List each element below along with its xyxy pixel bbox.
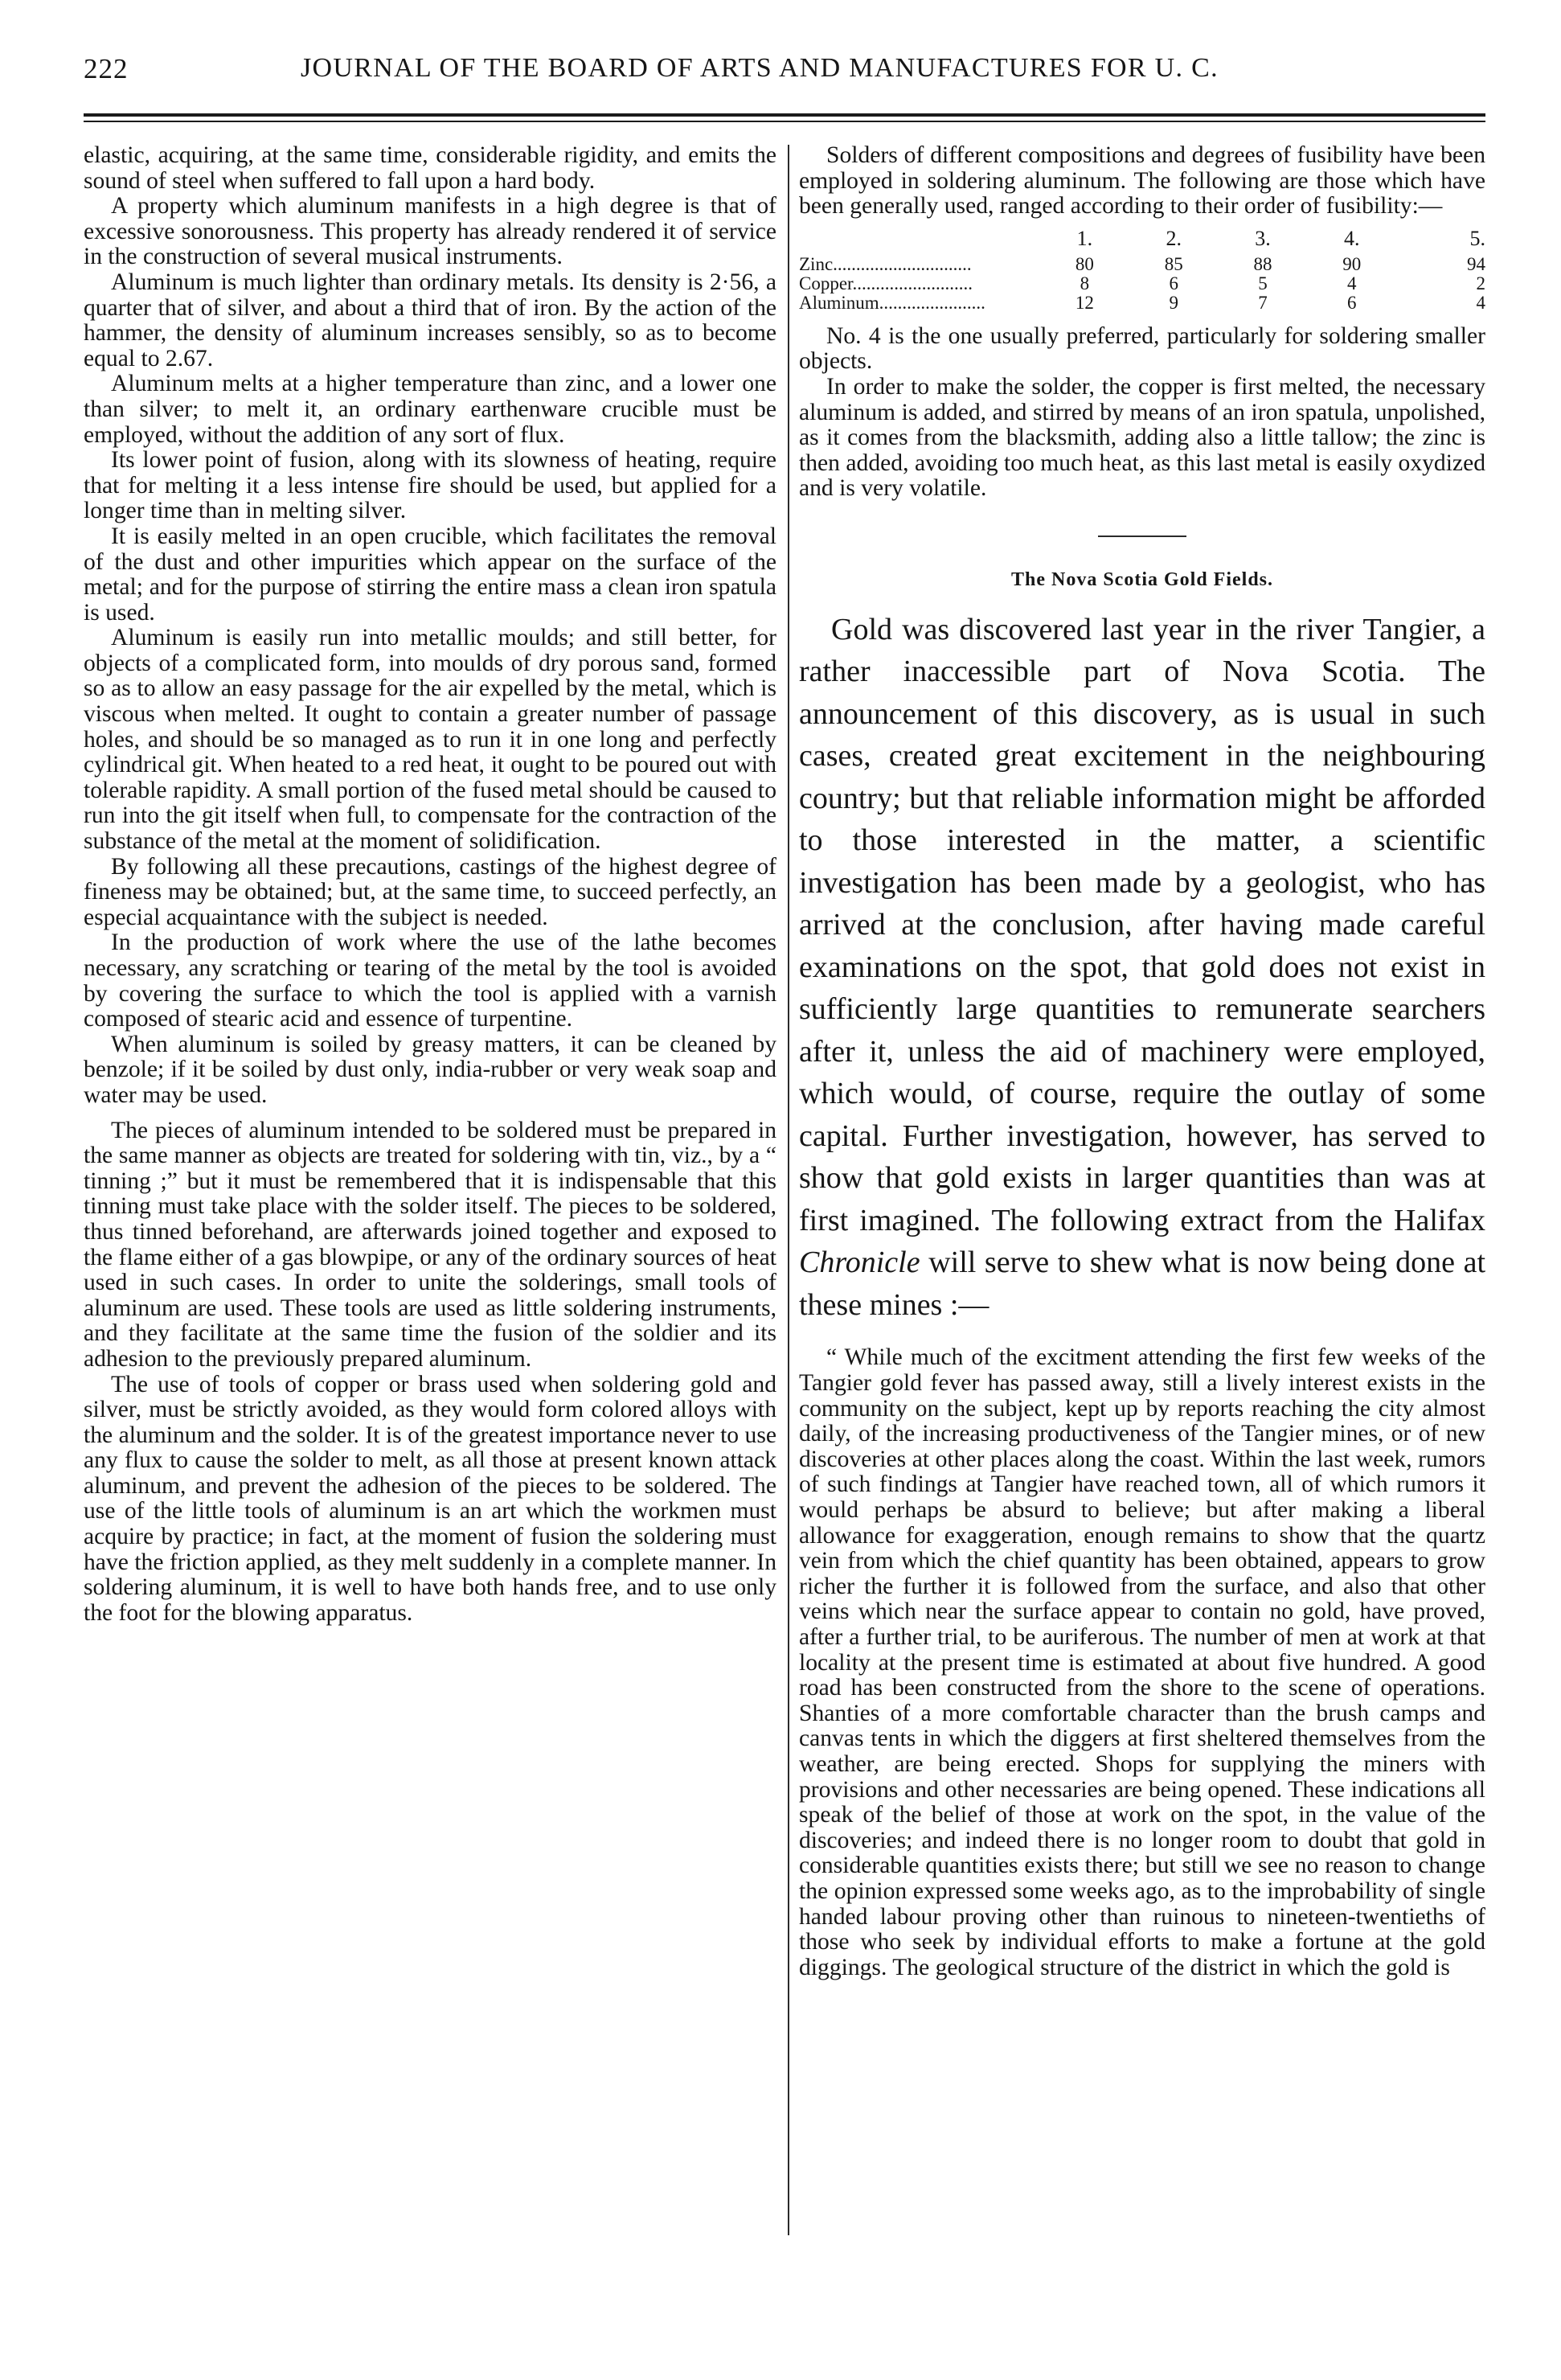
table-cell: 80 [1075, 253, 1094, 274]
paragraph: No. 4 is the one usually preferred, particularly for soldering smaller objects. [799, 322, 1485, 375]
table-cell: 6 [1169, 273, 1178, 293]
table-cell: 8 [1080, 273, 1090, 293]
table-cell: 4 [1476, 292, 1485, 313]
table-cell: 85 [1164, 253, 1183, 274]
table-header-blank [799, 229, 1040, 255]
running-title: JOURNAL OF THE BOARD OF ARTS AND MANUFACTURES FOR U. C. [301, 53, 1219, 83]
paragraph: When aluminum is soiled by greasy matters, it can be cleaned by benzole; if it be soiled by dust only, india-rubber or very weak soap and water may be used. [84, 1031, 776, 1108]
table-cell: 9 [1169, 292, 1178, 313]
paragraph: Aluminum melts at a higher temperature than zinc, and a lower one than silver; to melt it, an ordinary earthenware crucible must be employed, without the addition of any sort of flux. [84, 371, 776, 448]
paragraph: The use of tools of copper or brass used when soldering gold and silver, must be strictly avoided, as they would form colored alloys with the aluminum and the solder. It is of the greatest importance never to use any flux to cause the solder to melt, as all those at present known attack aluminum, and prevent the adhesion of the pieces to be soldered. The use of the little tools of aluminum is an art which the workmen must acquire by practice; in fact, at the moment of fusion the soldering must have the friction applied, as they melt suddenly in a complete manner. In soldering aluminum, it is well to have both hands free, and to use only the foot for the blowing apparatus. [84, 1371, 776, 1626]
table-header-cell: 2. [1166, 226, 1182, 250]
page-number: 222 [84, 53, 129, 84]
paragraph: Aluminum is much lighter than ordinary metals. Its density is 2·56, a quarter that of silver, and about a third that of iron. By the action of the hammer, the density of aluminum increases sensibly, so as to become equal to 2.67. [84, 269, 776, 371]
table-cell: 5 [1258, 273, 1268, 293]
paragraph: Aluminum is easily run into metallic moulds; and still better, for objects of a complicated form, into moulds of dry porous sand, formed so as to allow an easy passage for the air expelled by the metal, which is viscous when melted. It ought to contain a greater number of passage holes, and should be so managed as to run it in one long and perfectly cylindrical git. When heated to a red heat, it ought to be poured out with tolerable rapidity. A small portion of the fused metal should be caused to run into the git itself when full, to compensate for the contraction of the substance of the metal at the moment of solidification. [84, 625, 776, 855]
table-cell: 88 [1253, 253, 1272, 274]
table-header-cell: 3. [1255, 226, 1271, 250]
table-cell: 12 [1075, 292, 1094, 313]
table-header-row [799, 229, 1485, 255]
paragraph: By following all these precautions, castings of the highest degree of fineness may be obtained; but, at the same time, to succeed perfectly, an especial acquaintance with the subject is needed. [84, 853, 776, 930]
quoted-extract: “ While much of the excitment attending the first few weeks of the Tangier gold fever has passed away, still a lively interest exists in the community on the subject, kept up by reports reaching the city almost daily, of the increasing productiveness of the Tangier mines, or of new discoveries at other places along the coast. Within the last week, rumors of such findings at Tangier have reached town, all of which rumors it would perhaps be absurd to believe; but after making a liberal allowance for exaggeration, enough remains to show that the quartz vein from which the chief quantity has been obtained, appears to grow richer the further it is followed from the surface, and also that other veins which near the surface appear to contain no gold, have proved, after a further trial, to be auriferous. The number of men at work at that locality at the present time is estimated at about five hundred. A good road has been constructed from the shore to the scene of operations. Shanties of a more comfortable character than the brush camps and canvas tents in which the diggers at first sheltered themselves from the weather, are being erected. Shops for supplying the miners with provisions and other necessaries are being opened. These indications all speak of the belief of those at work on the spot, in the value of the discoveries; and indeed there is no longer room to doubt that gold in considerable quantities exists there; but still we see no reason to change the opinion expressed some weeks ago, as to the improbability of single handed labour proving other than ruinous to nineteen-twentieths of those who seek by individual efforts to make a fortune at the gold diggings. The geological structure of the district in which the gold is [799, 1344, 1485, 1980]
paragraph: In the production of work where the use of the lathe becomes necessary, any scratching or tearing of the metal by the tool is avoided by covering the surface to which the tool is applied with a varnish composed of stearic acid and essence of turpentine. [84, 929, 776, 1032]
header-rule-thick [84, 113, 1485, 117]
header-rule-thin [84, 121, 1485, 122]
column-divider [788, 145, 789, 2235]
section-title: The Nova Scotia Gold Fields. [1010, 568, 1274, 590]
lead-text-part: Gold was discovered last year in the river Tangier, a rather inaccessible part of Nova Scotia. The announcement of this discovery, as is usual in such cases, created great excitement in the neighbouring country; but that reliable information might be afforded to those interested in the matter, a scientific investigation has been made by a geologist, who has arrived at the conclusion, after having made careful examinations on the spot, that gold does not exist in sufficiently large quantities to remunerate searchers after it, unless the aid of machinery were employed, which would, of course, require the outlay of some capital. Further investigation, however, has served to show that gold exists in larger quantities than was at first imagined. The following extract from the Halifax [799, 612, 1485, 1237]
table-row-metal: Aluminum....................... [799, 292, 985, 313]
table-header-cell: 1. [1076, 226, 1093, 250]
paragraph: In order to make the solder, the copper is first melted, the necessary aluminum is added, and stirred by means of an iron spatula, unpolished, as it comes from the blacksmith, adding also a little tallow; the zinc is then added, avoiding too much heat, as this last metal is easily oxydized and is very volatile. [799, 373, 1485, 502]
paragraph: The pieces of aluminum intended to be soldered must be prepared in the same manner as objects are treated for soldering with tin, viz., by a “ tinning ;” but it must be remembered that it is indispensable that this tinning must take place with the solder itself. The pieces to be soldered, thus tinned beforehand, are afterwards joined together and exposed to the flame either of a gas blowpipe, or any of the ordinary sources of heat used in such cases. In order to unite the solderings, small tools of aluminum are used. These tools are used as little soldering instruments, and they facilitate at the same time the fusion of the soldier and its adhesion to the previously prepared aluminum. [84, 1117, 776, 1372]
table-cell: 4 [1347, 273, 1357, 293]
table-header-cell: 4. [1344, 226, 1360, 250]
paragraph: elastic, acquiring, at the same time, considerable rigidity, and emits the sound of steel when suffered to fall upon a hard body. [84, 142, 776, 194]
paragraph: A property which aluminum manifests in a high degree is that of excessive sonorousness. This property has already rendered it of service in the construction of several musical instruments. [84, 193, 776, 270]
table-cell: 90 [1342, 253, 1362, 274]
right-column [799, 143, 1485, 1980]
table-cell: 94 [1467, 253, 1485, 274]
table-row-metal: Copper.......................... [799, 273, 973, 293]
table-row-metal: Zinc.............................. [799, 253, 972, 274]
table-row [799, 255, 1485, 274]
section-divider [1098, 536, 1186, 537]
paragraph: Its lower point of fusion, along with its slowness of heating, require that for melting it a less intense fire should be used, but applied for a longer time than in melting silver. [84, 447, 776, 524]
left-column [84, 143, 776, 1626]
solder-alloy-table [799, 226, 1485, 313]
lead-text-part: will serve to shew what is now being done at these mines :— [799, 1245, 1485, 1322]
table-row [799, 274, 1485, 293]
article-lead-paragraph [799, 609, 1485, 1327]
paragraph: It is easily melted in an open crucible, which facilitates the removal of the dust and other impurities which appear on the surface of the metal; and for the purpose of stirring the entire mass a clean iron spatula is used. [84, 523, 776, 626]
table-cell: 2 [1476, 273, 1485, 293]
paragraph: Solders of different compositions and degrees of fusibility have been employed in soldering aluminum. The following are those which have been generally used, ranged according to their order of fusibility:— [799, 142, 1485, 220]
page-header [84, 53, 1485, 101]
table-cell: 6 [1347, 292, 1357, 313]
table-header-cell: 5. [1469, 226, 1485, 250]
newspaper-title: Chronicle [799, 1245, 920, 1280]
table-cell: 7 [1258, 292, 1268, 313]
table-row [799, 293, 1485, 313]
